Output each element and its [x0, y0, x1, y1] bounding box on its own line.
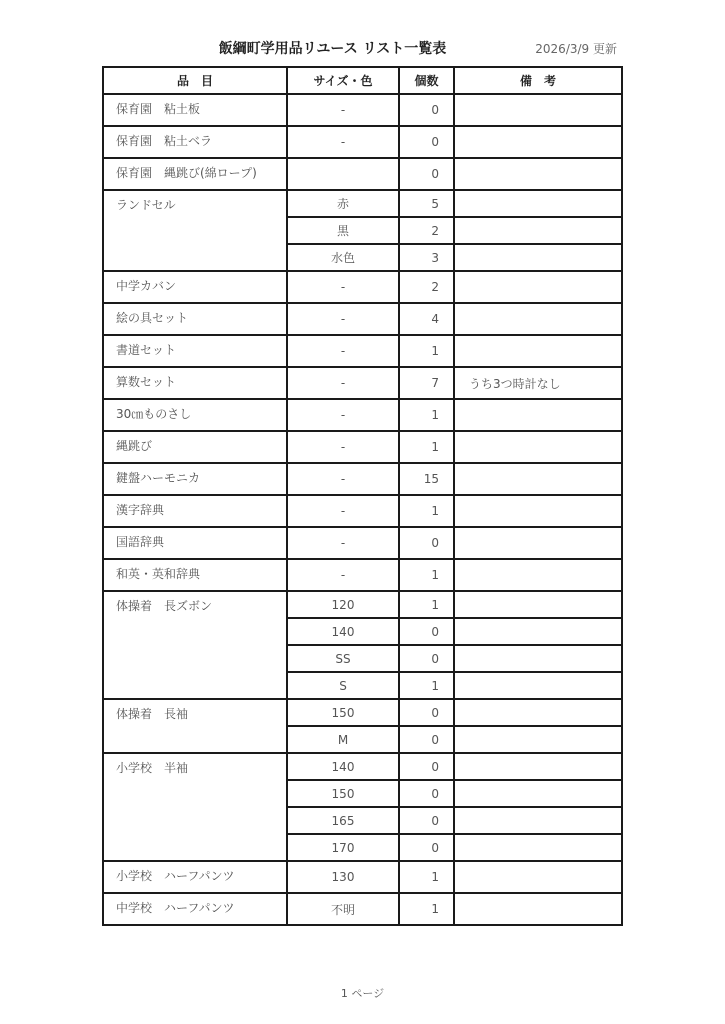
table-row: [103, 303, 622, 335]
table-row: [103, 495, 622, 527]
item-note: [454, 244, 622, 271]
item-name: 体操着 長ズボン: [103, 591, 287, 699]
item-size: -: [287, 303, 399, 335]
item-note: [454, 726, 622, 753]
item-name: 縄跳び: [103, 431, 287, 463]
item-note: [454, 335, 622, 367]
item-size: 120: [287, 591, 399, 618]
item-name: 絵の具セット: [103, 303, 287, 335]
table-row: [103, 158, 622, 190]
item-quantity: 0: [399, 699, 454, 726]
item-quantity: 0: [399, 807, 454, 834]
reuse-items-table: [102, 66, 623, 926]
item-note: [454, 807, 622, 834]
item-name: 算数セット: [103, 367, 287, 399]
item-quantity: 0: [399, 834, 454, 861]
item-note: [454, 431, 622, 463]
item-size: -: [287, 367, 399, 399]
item-note: [454, 591, 622, 618]
item-note: [454, 645, 622, 672]
item-name: 30㎝ものさし: [103, 399, 287, 431]
item-quantity: 0: [399, 126, 454, 158]
item-quantity: 1: [399, 495, 454, 527]
item-name: 国語辞典: [103, 527, 287, 559]
item-note: [454, 527, 622, 559]
item-note: [454, 94, 622, 126]
item-quantity: 15: [399, 463, 454, 495]
item-quantity: 1: [399, 431, 454, 463]
item-note: [454, 463, 622, 495]
table-row: [103, 335, 622, 367]
page-title: 飯綱町学用品リユース リスト一覧表: [218, 41, 447, 57]
item-size: 140: [287, 618, 399, 645]
item-size: 水色: [287, 244, 399, 271]
item-size: -: [287, 271, 399, 303]
item-size: 170: [287, 834, 399, 861]
item-quantity: 2: [399, 217, 454, 244]
item-note: [454, 271, 622, 303]
item-size: -: [287, 463, 399, 495]
item-note: [454, 495, 622, 527]
item-size: -: [287, 335, 399, 367]
table-row: [103, 126, 622, 158]
item-quantity: 1: [399, 591, 454, 618]
item-quantity: 1: [399, 861, 454, 893]
item-quantity: 1: [399, 893, 454, 925]
item-name: 鍵盤ハーモニカ: [103, 463, 287, 495]
item-quantity: 2: [399, 271, 454, 303]
item-note: [454, 158, 622, 190]
item-note: [454, 753, 622, 780]
column-header-quantity: 個数: [399, 67, 454, 94]
item-quantity: 3: [399, 244, 454, 271]
item-note: [454, 126, 622, 158]
item-size: 不明: [287, 893, 399, 925]
item-size: S: [287, 672, 399, 699]
table-row: [103, 463, 622, 495]
column-header-size-color: サイズ・色: [287, 67, 399, 94]
item-note: [454, 893, 622, 925]
item-quantity: 0: [399, 527, 454, 559]
item-size: 黒: [287, 217, 399, 244]
table-row: [103, 271, 622, 303]
table-row: [103, 893, 622, 925]
item-name: 体操着 長袖: [103, 699, 287, 753]
item-size: 165: [287, 807, 399, 834]
item-note: [454, 699, 622, 726]
item-quantity: 0: [399, 618, 454, 645]
item-size: M: [287, 726, 399, 753]
item-note: [454, 672, 622, 699]
item-name: 漢字辞典: [103, 495, 287, 527]
item-size: -: [287, 126, 399, 158]
item-size: -: [287, 431, 399, 463]
table-row: [103, 527, 622, 559]
column-header-notes: 備 考: [454, 67, 622, 94]
updated-date: 2026/3/9 更新: [535, 42, 617, 56]
table-row: [103, 94, 622, 126]
item-quantity: 0: [399, 94, 454, 126]
column-header-item: 品 目: [103, 67, 287, 94]
item-quantity: 0: [399, 780, 454, 807]
item-size: -: [287, 94, 399, 126]
item-size: 150: [287, 699, 399, 726]
item-note: うち3つ時計なし: [454, 367, 622, 399]
item-quantity: 0: [399, 753, 454, 780]
item-name: 保育園 粘土ベラ: [103, 126, 287, 158]
item-size: 赤: [287, 190, 399, 217]
item-size: 130: [287, 861, 399, 893]
item-note: [454, 861, 622, 893]
item-quantity: 5: [399, 190, 454, 217]
table-row: [103, 399, 622, 431]
table-row: [103, 699, 622, 726]
item-note: [454, 217, 622, 244]
page-number: 1 ページ: [340, 987, 385, 1000]
item-name: 中学校 ハーフパンツ: [103, 893, 287, 925]
table-row: [103, 190, 622, 217]
item-note: [454, 303, 622, 335]
item-size: -: [287, 527, 399, 559]
table-row: [103, 431, 622, 463]
item-quantity: 0: [399, 645, 454, 672]
item-quantity: 7: [399, 367, 454, 399]
table-row: [103, 367, 622, 399]
item-note: [454, 399, 622, 431]
item-name: 書道セット: [103, 335, 287, 367]
item-quantity: 1: [399, 559, 454, 591]
item-quantity: 4: [399, 303, 454, 335]
item-name: 小学校 ハーフパンツ: [103, 861, 287, 893]
item-note: [454, 834, 622, 861]
item-quantity: 0: [399, 158, 454, 190]
item-name: 保育園 粘土板: [103, 94, 287, 126]
table-row: [103, 861, 622, 893]
item-size: -: [287, 399, 399, 431]
item-name: 中学カバン: [103, 271, 287, 303]
item-note: [454, 559, 622, 591]
item-name: ランドセル: [103, 190, 287, 271]
item-quantity: 1: [399, 399, 454, 431]
table-row: [103, 559, 622, 591]
item-name: 和英・英和辞典: [103, 559, 287, 591]
item-quantity: 1: [399, 672, 454, 699]
item-size: SS: [287, 645, 399, 672]
item-size: -: [287, 495, 399, 527]
item-size: -: [287, 559, 399, 591]
item-name: 保育園 縄跳び(綿ロープ): [103, 158, 287, 190]
item-note: [454, 190, 622, 217]
item-size: [287, 158, 399, 190]
table-header-row: [103, 67, 622, 94]
item-size: 150: [287, 780, 399, 807]
item-quantity: 1: [399, 335, 454, 367]
item-note: [454, 780, 622, 807]
item-quantity: 0: [399, 726, 454, 753]
item-size: 140: [287, 753, 399, 780]
table-row: [103, 591, 622, 618]
item-name: 小学校 半袖: [103, 753, 287, 861]
table-row: [103, 753, 622, 780]
item-note: [454, 618, 622, 645]
